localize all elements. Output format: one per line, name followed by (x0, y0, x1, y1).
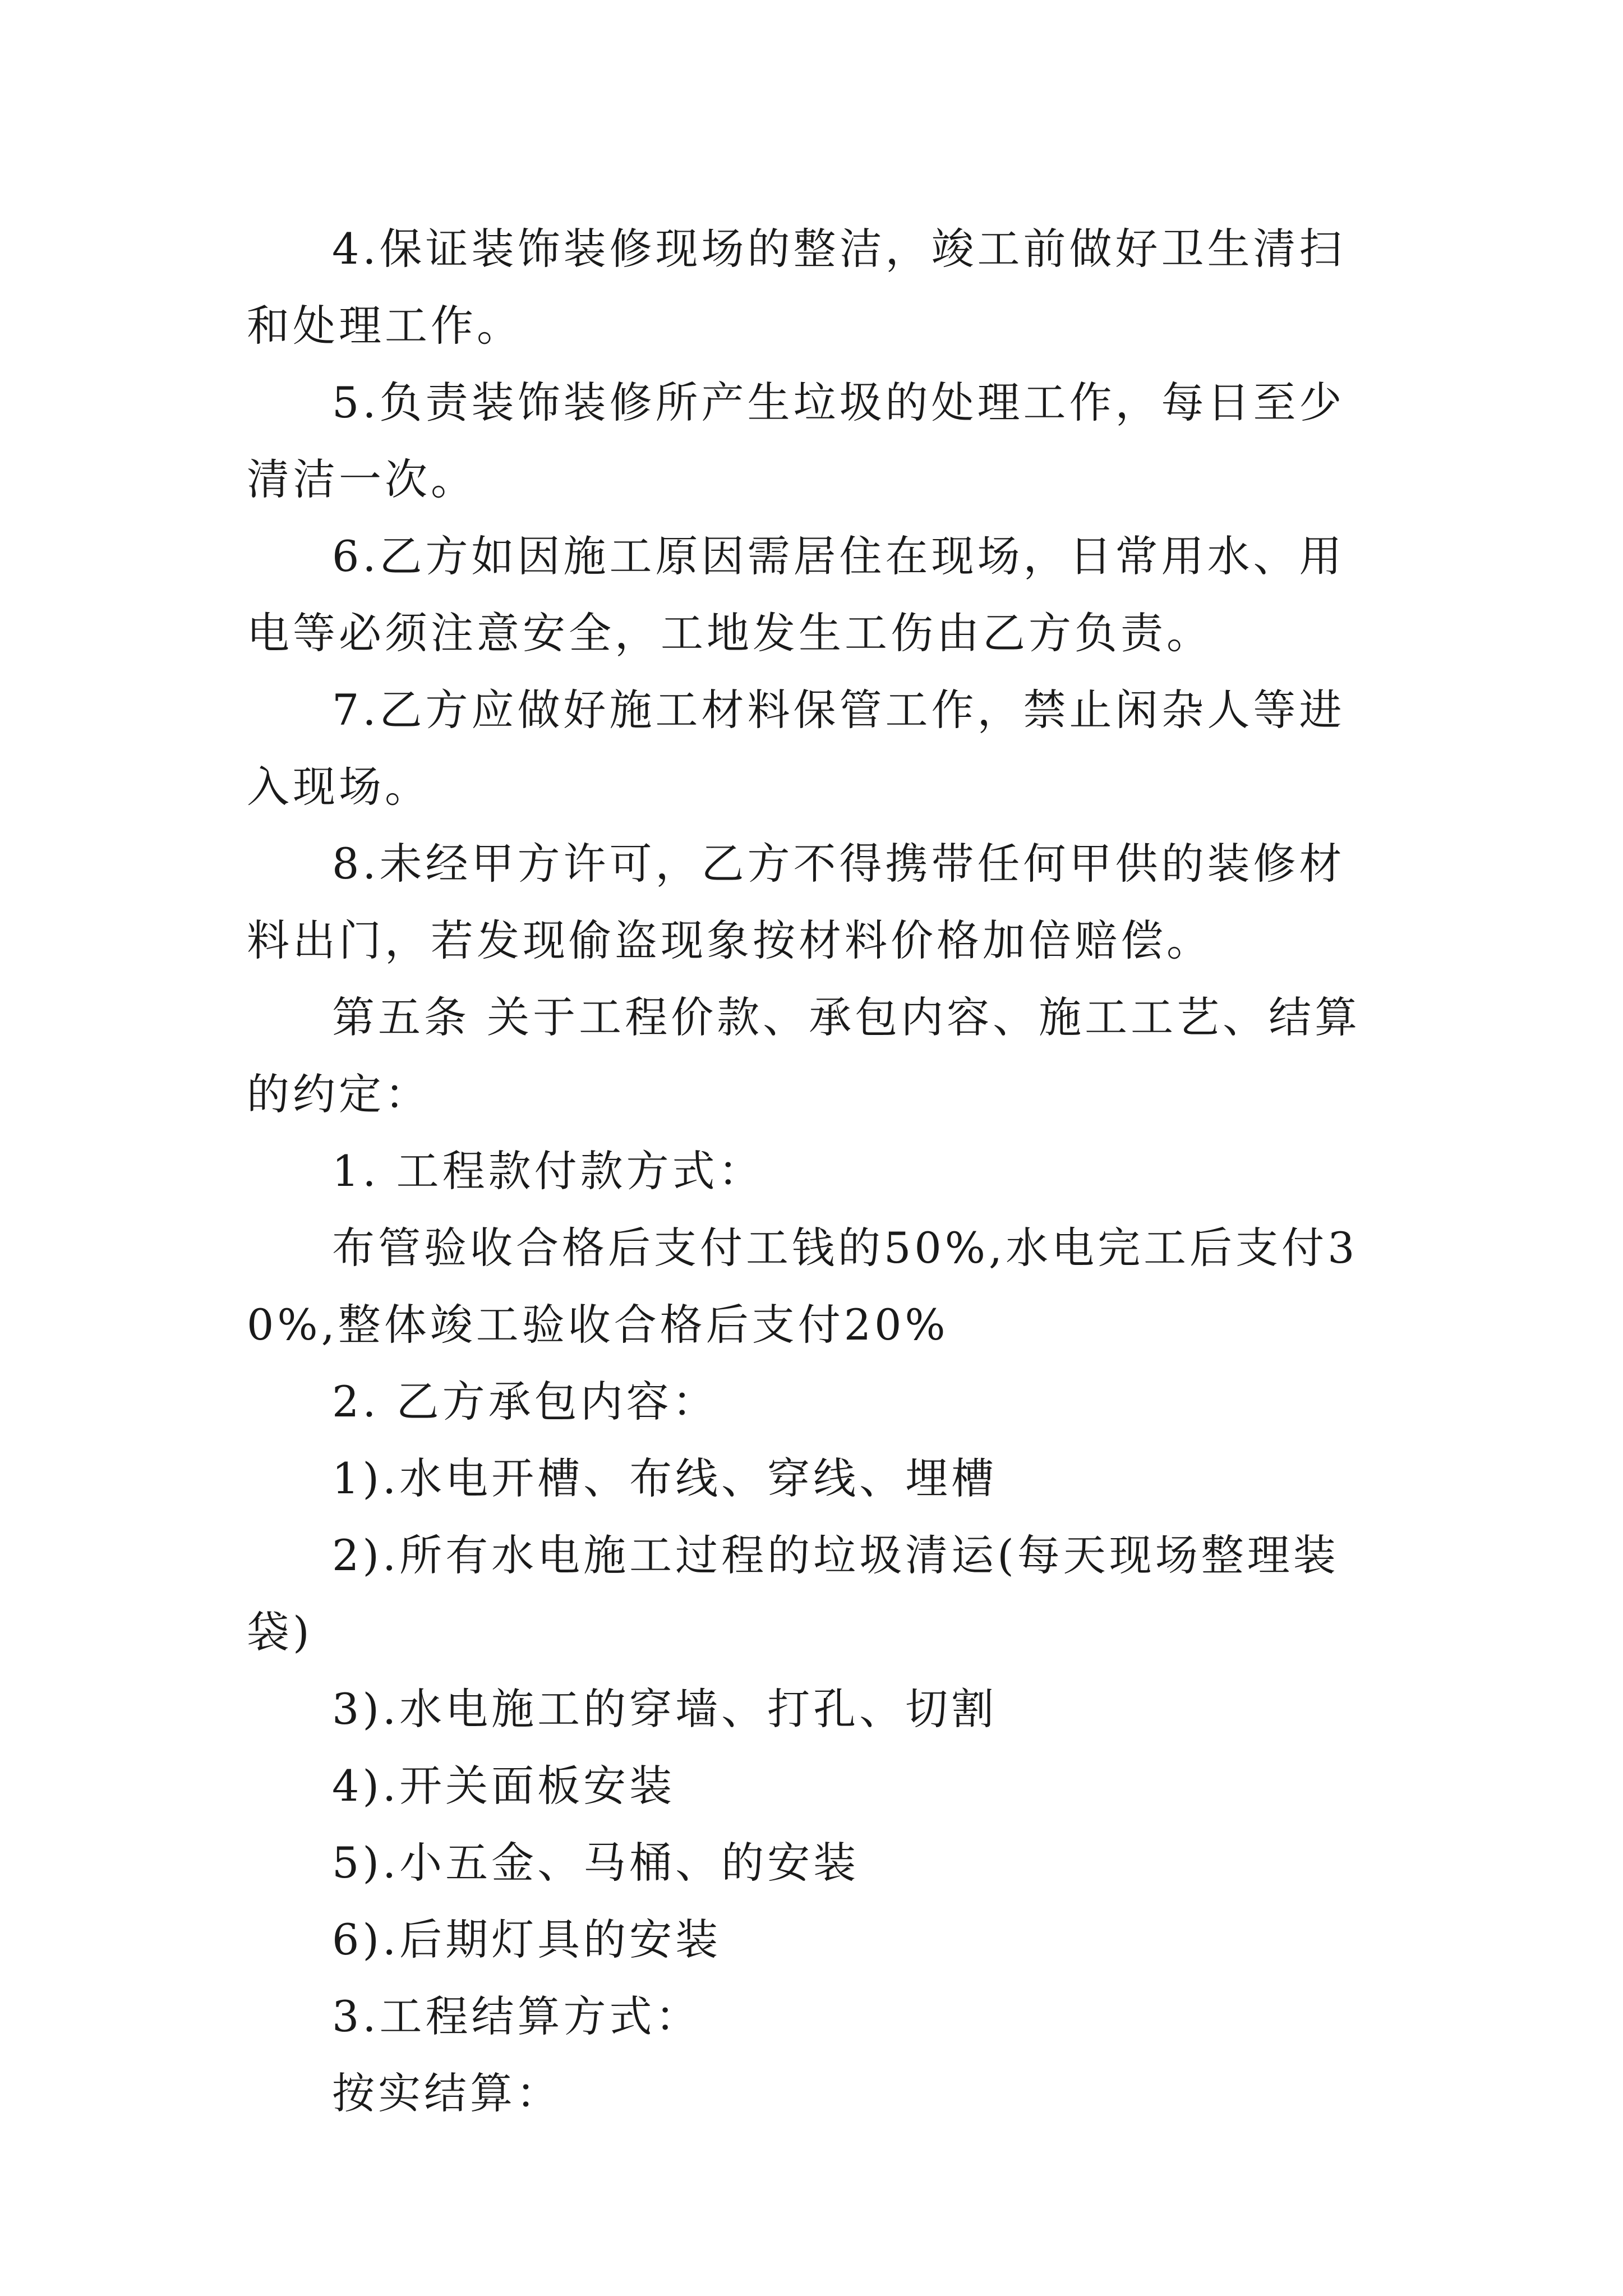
contract-scope-heading: 2. 乙方承包内容： (332, 1377, 718, 1427)
article-5-heading: 第五条 关于工程价款、承包内容、施工工艺、结算的约定： (247, 992, 1361, 1119)
payment-method-heading: 1. 工程款付款方式： (332, 1146, 764, 1196)
scope-item-4: 4).开关面板安装 (332, 1761, 676, 1811)
paragraph-item-7: 7.乙方应做好施工材料保管工作，禁止闲杂人等进入现场。 (247, 685, 1345, 812)
scope-item-3: 3).水电施工的穿墙、打孔、切割 (332, 1684, 998, 1734)
document-body (247, 210, 1391, 2132)
scope-item-2: 2).所有水电施工过程的垃圾清运(每天现场整理装袋) (247, 1530, 1339, 1657)
settlement-method-heading: 3.工程结算方式： (332, 1991, 702, 2041)
settlement-method-text: 按实结算： (332, 2068, 562, 2118)
paragraph-item-8: 8.未经甲方许可，乙方不得携带任何甲供的装修材料出门，若发现偷盗现象按材料价格加倍赔偿。 (247, 839, 1345, 965)
scope-item-5: 5).小五金、马桶、的安装 (332, 1838, 860, 1888)
payment-method-text: 布管验收合格后支付工钱的50%,水电完工后支付30%,整体竣工验收合格后支付20% (247, 1223, 1358, 1350)
paragraph-item-4: 4.保证装饰装修现场的整洁，竣工前做好卫生清扫和处理工作。 (247, 224, 1345, 351)
paragraph-item-5: 5.负责装饰装修所产生垃圾的处理工作，每日至少清洁一次。 (247, 378, 1345, 504)
scope-item-1: 1).水电开槽、布线、穿线、埋槽 (332, 1453, 998, 1503)
paragraph-item-6: 6.乙方如因施工原因需居住在现场，日常用水、用电等必须注意安全，工地发生工伤由乙方负责。 (247, 531, 1345, 658)
scope-item-6: 6).后期灯具的安装 (332, 1915, 722, 1964)
